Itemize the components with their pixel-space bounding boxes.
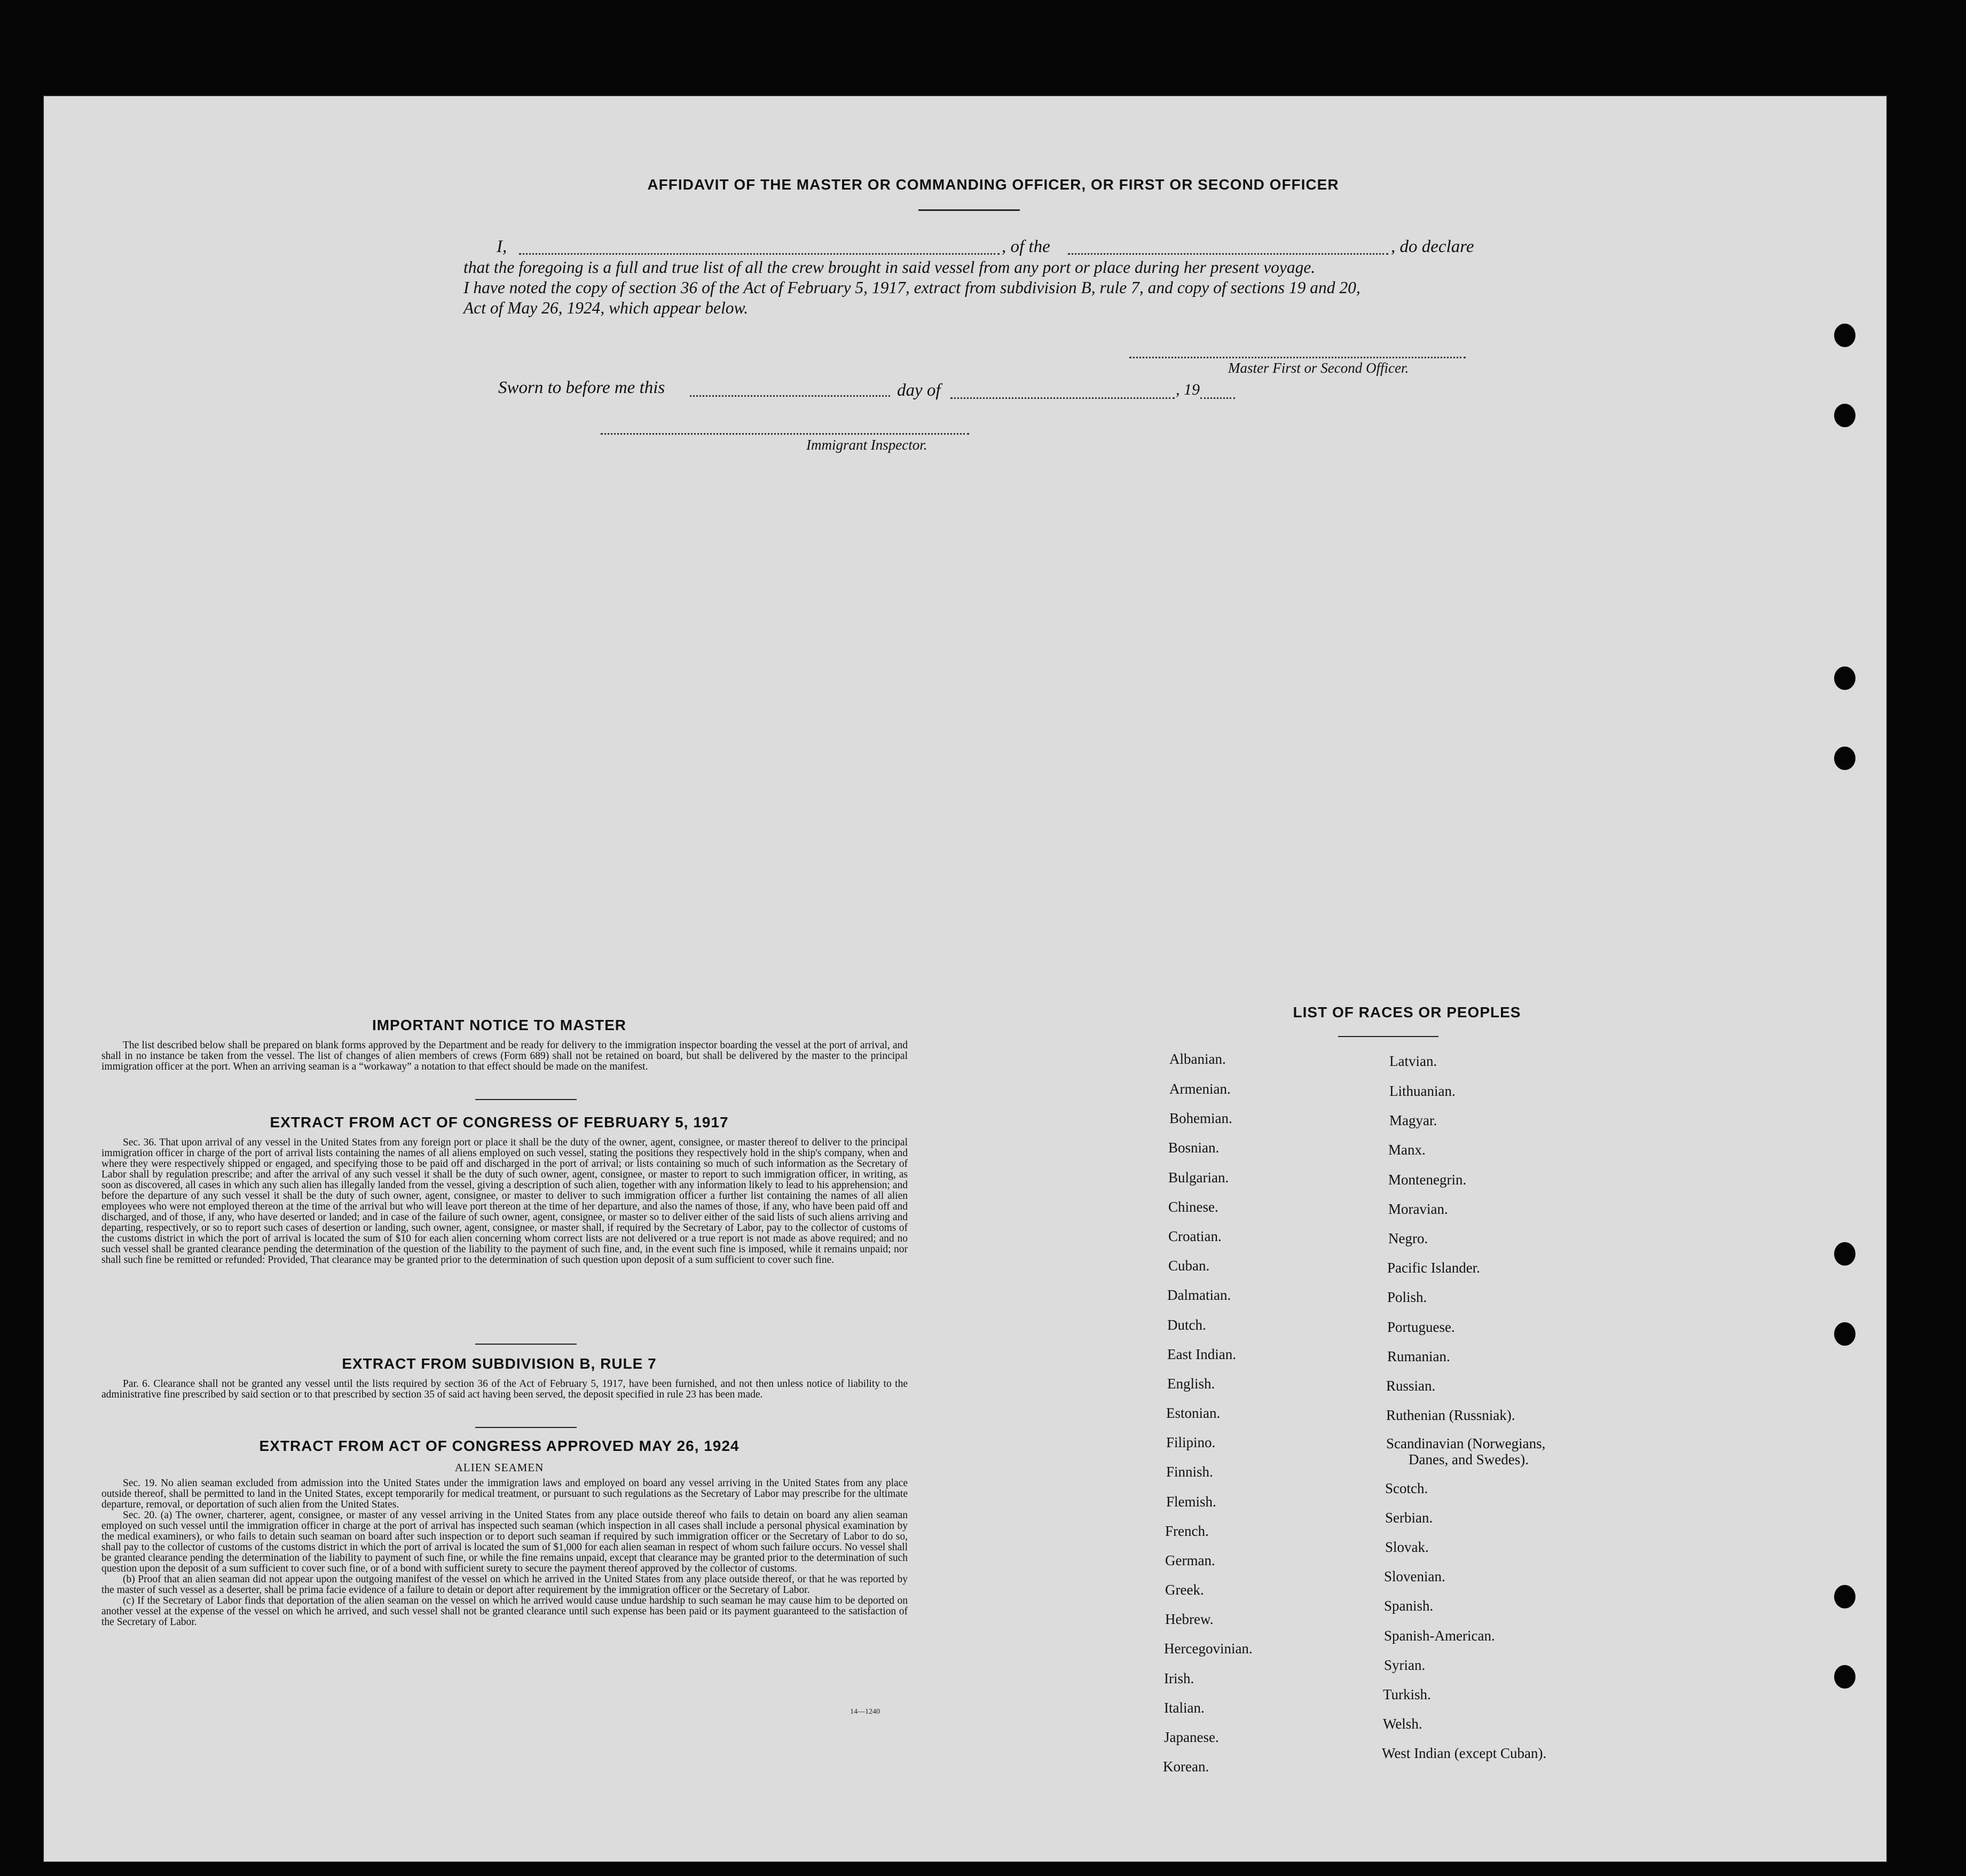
- form-number: 14—1240: [850, 1708, 880, 1716]
- section-divider: [475, 1099, 577, 1100]
- race-item: French.: [1165, 1523, 1209, 1539]
- notice-title: IMPORTANT NOTICE TO MASTER: [372, 1017, 627, 1033]
- race-item: Spanish-American.: [1384, 1628, 1495, 1644]
- binder-hole: [1834, 1242, 1855, 1266]
- master-signature-label: Master First or Second Officer.: [1228, 360, 1409, 376]
- section-divider: [475, 1344, 577, 1345]
- race-item: Dalmatian.: [1167, 1287, 1231, 1303]
- vessel-line: [1068, 253, 1388, 255]
- race-item: Dutch.: [1167, 1317, 1206, 1333]
- month-line: [950, 397, 1175, 399]
- race-item: Bohemian.: [1169, 1110, 1232, 1126]
- race-item: Portuguese.: [1387, 1319, 1455, 1335]
- race-item: East Indian.: [1167, 1346, 1236, 1362]
- race-item: Chinese.: [1168, 1199, 1218, 1215]
- sec-19-paragraph: Sec. 19. No alien seaman excluded from admission into the United States under the immigration laws and employed on board any vessel arriving in the United States from any place outside thereof, shall be permitted to land in the United States, except temporarily for medical treatment, or pursuant to such regulations as the Secretary of Labor may prescribe for the ultimate departure, removal, or deportation of such alien from the United States.: [101, 1478, 908, 1510]
- binder-hole: [1834, 1322, 1855, 1346]
- race-item: Ruthenian (Russniak).: [1386, 1407, 1515, 1423]
- race-item: Flemish.: [1166, 1494, 1216, 1510]
- sworn-label: Sworn to before me this: [498, 378, 665, 397]
- race-item: Slovak.: [1385, 1539, 1429, 1555]
- binder-hole: [1834, 324, 1855, 347]
- race-item: Syrian.: [1384, 1657, 1426, 1673]
- race-item: Russian.: [1386, 1378, 1436, 1394]
- race-item: Polish.: [1387, 1289, 1427, 1305]
- race-item: Finnish.: [1166, 1464, 1213, 1480]
- race-item: Danes, and Swedes).: [1409, 1451, 1529, 1467]
- inspector-label: Immigrant Inspector.: [806, 437, 927, 453]
- affidavit-of-the-label: , of the: [1002, 237, 1050, 256]
- affidavit-declare-label: , do declare: [1391, 237, 1474, 256]
- extract-1917-title: EXTRACT FROM ACT OF CONGRESS OF FEBRUARY 5, 1917: [270, 1114, 729, 1131]
- extract-1924-text: [101, 1478, 908, 1628]
- affidavit-line-4: Act of May 26, 1924, which appear below.: [463, 299, 749, 317]
- race-item: Serbian.: [1385, 1510, 1433, 1526]
- document-page: [43, 95, 1888, 1863]
- race-item: German.: [1165, 1552, 1215, 1568]
- binder-hole: [1834, 1665, 1855, 1689]
- race-item: Japanese.: [1164, 1729, 1219, 1745]
- races-title-underline: [1338, 1036, 1438, 1037]
- race-item: Montenegrin.: [1388, 1172, 1467, 1188]
- race-item: Welsh.: [1383, 1716, 1422, 1732]
- race-item: Cuban.: [1168, 1258, 1210, 1274]
- par-6-paragraph: Par. 6. Clearance shall not be granted any vessel until the lists required by section 36 of the Act of February 5, 1917, have been furnished, and not then unless notice of liability to the administrative fine prescribed by said section or to that prescribed by section 35 of said act having been served, the deposit specified in rule 23 has been made.: [101, 1378, 908, 1400]
- race-item: Turkish.: [1383, 1686, 1431, 1702]
- affidavit-line-2: that the foregoing is a full and true list of all the crew brought in said vessel from any port or place during her present voyage.: [463, 258, 1316, 277]
- binder-hole: [1834, 404, 1855, 427]
- year-label: , 19: [1176, 381, 1200, 398]
- races-title: LIST OF RACES OR PEOPLES: [1293, 1004, 1521, 1021]
- race-item: Filipino.: [1166, 1434, 1216, 1450]
- extract-1917-text: [101, 1137, 908, 1266]
- year-line: [1200, 397, 1235, 399]
- inspector-signature-line: [601, 433, 969, 435]
- sec-20a-paragraph: Sec. 20. (a) The owner, charterer, agent, consignee, or master of any vessel arriving in the United States from any place outside thereof who fails to detain on board any alien seaman employed on such vessel until the immigration officer in charge at the port of arrival has inspected such seaman (which inspection in all cases shall include a personal physical examination by the medical examiners), or who fails to detain such seaman on board after such inspection or to deport such seaman if required by such immigration officer or the Secretary of Labor to do so, shall pay to the collector of customs of the customs district in which the port of arrival is located the sum of $1,000 for each alien seaman in respect of whom such failure occurs. No vessel shall be granted clearance pending the determination of the liability to payment of such fine, or while the fine remains unpaid, except that clearance may be granted prior to the determination of such question upon the deposit of a sum sufficient to cover such fine, or of a bond with sufficient surety to secure the payment thereof approved by the collector of customs.: [101, 1510, 908, 1574]
- race-item: Bulgarian.: [1168, 1169, 1229, 1186]
- race-item: Magyar.: [1389, 1112, 1437, 1128]
- race-item: Hercegovinian.: [1164, 1640, 1253, 1657]
- race-item: Latvian.: [1389, 1053, 1437, 1069]
- race-item: Irish.: [1164, 1670, 1194, 1686]
- affidavit-title: AFFIDAVIT OF THE MASTER OR COMMANDING OFFICER, OR FIRST OR SECOND OFFICER: [647, 176, 1339, 193]
- race-item: Manx.: [1388, 1142, 1426, 1158]
- notice-text: [101, 1040, 908, 1072]
- sec-36-paragraph: Sec. 36. That upon arrival of any vessel in the United States from any foreign port or place it shall be the duty of the owner, agent, consignee, or master thereof to deliver to the principal immigration officer in charge of the port of arrival lists containing the names of all aliens employed on such vessel, stating the positions they respectively hold in the ship's company, when and where they were respectively shipped or engaged, and specifying those to be paid off and discharged in the port of arrival; or lists containing so much of such information as the Secretary of Labor shall by regulation prescribe; and after the arrival of any such vessel it shall be the duty of such owner, agent, consignee, or master to report to such immigration officer, in writing, as soon as discovered, all cases in which any such alien has illegally landed from the vessel, giving a description of such alien, together with any information likely to lead to his apprehension; and before the departure of any such vessel it shall be the duty of such owner, agent, consignee, or master to deliver to such immigration officer a further list containing the names of all alien employees who were not employed thereon at the time of the arrival but who will leave port thereon at the time of her departure, and also the names of those, if any, who have been paid off and discharged, and of those, if any, who have deserted or landed; and in case of the failure of such owner, agent, consignee, or master so to deliver either of the said lists of such aliens arriving and departing, respectively, or so to report such cases of desertion or landing, such owner, agent, consignee, or master shall, if required by the Secretary of Labor, pay to the collector of customs of the customs district in which the port of arrival is located the sum of $10 for each alien concerning whom correct lists are not delivered or a true report is not made as above required; and no such vessel shall be granted clearance pending the determination of the question of the liability to the payment of such fine, and, in the event such fine is imposed, while it remains unpaid; nor shall such fine be remitted or refunded: Provided, That clearance may be granted prior to the determination of such question upon deposit of a sum sufficient to cover such fine.: [101, 1137, 908, 1266]
- section-divider: [475, 1427, 577, 1428]
- race-item: Korean.: [1163, 1759, 1209, 1775]
- binder-hole: [1834, 747, 1855, 770]
- race-item: Bosnian.: [1168, 1140, 1220, 1156]
- sec-20b-paragraph: (b) Proof that an alien seaman did not appear upon the outgoing manifest of the vessel on which he arrived in the United States from any place outside thereof, or that he was reported by the master of such vessel as a deserter, shall be prima facie evidence of a failure to detain or deport after requirement by the immigration officer or the Secretary of Labor.: [101, 1574, 908, 1596]
- extract-1924-title: EXTRACT FROM ACT OF CONGRESS APPROVED MAY 26, 1924: [259, 1438, 740, 1454]
- race-item: Slovenian.: [1384, 1568, 1445, 1584]
- race-item: Albanian.: [1169, 1051, 1226, 1067]
- race-item: Lithuanian.: [1389, 1083, 1456, 1099]
- race-item: Rumanian.: [1387, 1348, 1450, 1364]
- sec-20c-paragraph: (c) If the Secretary of Labor finds that deportation of the alien seaman on the vessel on which he arrived would cause undue hardship to such seaman he may cause him to be deported on another vessel at the expense of the vessel on which he arrived, and such vessel shall not be granted clearance until such expense has been paid or its payment guaranteed to the satisfaction of the Secretary of Labor.: [101, 1595, 908, 1628]
- extract-rule-7-title: EXTRACT FROM SUBDIVISION B, RULE 7: [342, 1355, 657, 1372]
- extract-rule-7-text: [101, 1379, 908, 1400]
- affidavit-line-3: I have noted the copy of section 36 of the Act of February 5, 1917, extract from subdivision B, rule 7, and copy of sections 19 and 20,: [463, 278, 1361, 297]
- title-underline: [918, 209, 1020, 211]
- day-of-label: day of: [897, 381, 941, 400]
- race-item: Croatian.: [1168, 1228, 1222, 1244]
- race-item: Negro.: [1388, 1230, 1428, 1246]
- affidavit-i-label: I,: [497, 237, 507, 256]
- race-item: Scandinavian (Norwegians,: [1386, 1435, 1546, 1451]
- sworn-date-line: [690, 395, 890, 397]
- alien-seamen-subtitle: ALIEN SEAMEN: [454, 1461, 544, 1474]
- binder-hole: [1834, 666, 1855, 690]
- master-signature-line: [1129, 357, 1466, 358]
- race-item: Pacific Islander.: [1387, 1260, 1480, 1276]
- race-item: Estonian.: [1166, 1405, 1221, 1421]
- race-item: Spanish.: [1384, 1598, 1434, 1614]
- race-item: Hebrew.: [1165, 1611, 1214, 1627]
- race-item: Moravian.: [1388, 1201, 1448, 1217]
- race-item: Scotch.: [1385, 1480, 1428, 1496]
- race-item: Italian.: [1164, 1700, 1205, 1716]
- race-item: West Indian (except Cuban).: [1382, 1745, 1547, 1761]
- notice-paragraph: The list described below shall be prepared on blank forms approved by the Department and be ready for delivery to the immigration inspector boarding the vessel at the port of arrival, and shall in no instance be taken from the vessel. The list of changes of alien members of crews (Form 689) shall not be retained on board, but shall be delivered by the master to the principal immigration officer at the port. When an arriving seaman is a “workaway” a notation to that effect should be made on the manifest.: [101, 1040, 908, 1072]
- race-item: Greek.: [1165, 1582, 1204, 1598]
- binder-hole: [1834, 1585, 1855, 1608]
- name-line: [519, 253, 1000, 255]
- race-item: Armenian.: [1169, 1081, 1231, 1097]
- race-item: English.: [1167, 1376, 1215, 1392]
